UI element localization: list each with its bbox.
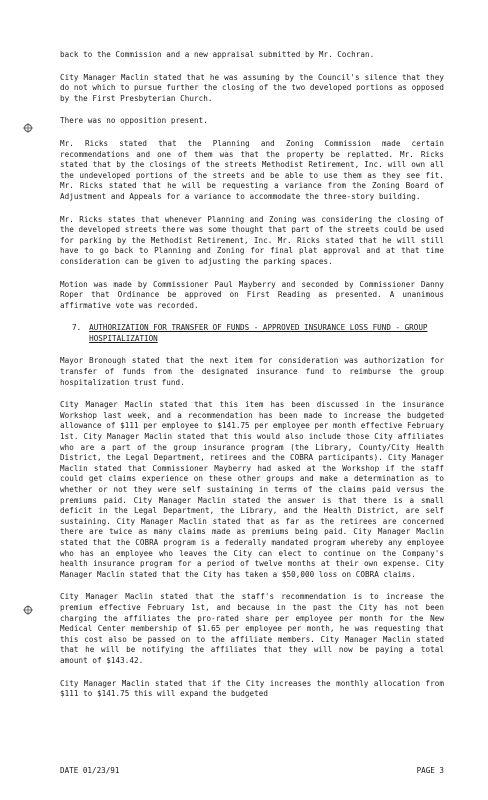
agenda-item-title: AUTHORIZATION FOR TRANSFER OF FUNDS - APPROVED INSURANCE LOSS FUND - GROUP HOSPITALIZATION: [89, 323, 428, 343]
paragraph-7: Mayor Bronough stated that the next item for consideration was authorization for transfer of funds from the designated insurance fund to reimburse the group hospitalization trust fund.: [60, 356, 444, 387]
paragraph-1: back to the Commission and a new appraisal submitted by Mr. Cochran.: [60, 50, 375, 59]
paragraph-3: There was no opposition present.: [60, 116, 208, 126]
agenda-item-number: 7.: [72, 323, 82, 333]
footer-page-number: PAGE 3: [416, 766, 444, 775]
paragraph-10: City Manager Maclin stated that if the City increases the monthly allocation from $111 to $141.75 this will expand the budgeted: [60, 678, 444, 699]
margin-mark-icon: [22, 604, 34, 616]
footer-date: DATE 01/23/91: [60, 766, 120, 775]
paragraph-8: City Manager Maclin stated that this item has been discussed in the insurance Workshop last week, and a recommendation has been made to increase the budgeted allowance of $111 per employee to $141.75 per employee per month effective February 1st. City Manager Maclin stated that this would also include those City affiliates who are a part of the group insurance program (the Library, County/City Health District, the Legal Department, retirees and the COBRA participants). City Manager Maclin stated that Commissioner Mayberry had asked at the Workshop if the staff could get claims experience on these other groups and make a determination as to whether or not they were self sustaining in terms of the claims paid versus the premiums paid. City Manager Maclin stated the answer is that there is a small deficit in the Legal Department, the Library, and the Health District, are self sustaining. City Manager Maclin stated that as far as the retirees are concerned there are twice as many claims made as premiums being paid. City Manager Maclin stated that the COBRA program is a federally mandated program whereby any employee who has an employee who leaves the City can elect to continue on the Company's health insurance program for a period of twelve months at their own expense. City Manager Maclin stated that the City has taken a $50,000 loss on COBRA claims.: [60, 400, 444, 579]
paragraph-4: Mr. Ricks stated that the Planning and Zoning Commission made certain recommendations and one of them was that the property be replatted. Mr. Ricks stated that by the closings of the streets Methodist Retirement, Inc. will own all the undeveloped portions of the streets and be able to use them as they see fit. Mr. Ricks stated that he will be requesting a variance from the Zoning Board of Adjustment and Appeals for a variance to accommodate the three-story building.: [60, 138, 444, 201]
agenda-item-heading: [60, 323, 444, 344]
paragraph-9: City Manager Maclin stated that the staff's recommendation is to increase the premium effective February 1st, and because in the past the City has not been charging the affiliates the pro-rated share per employee per month for the New Medical Center membership of $1.65 per employee per month, he was requesting that this cost also be passed on to the affiliate members. City Manager Maclin stated that he will be notifying the affiliates that they will now be paying a total amount of $143.42.: [60, 592, 444, 665]
paragraph-6: Motion was made by Commissioner Paul Mayberry and seconded by Commissioner Danny Roper that Ordinance be approved on First Reading as presented. A unanimous affirmative vote was recorded.: [60, 279, 444, 310]
page-footer: [60, 766, 444, 775]
paragraph-2: City Manager Maclin stated that he was assuming by the Council's silence that they do not which to pursue further the closing of the two developed portions as opposed by the First Presbyterian Church.: [60, 72, 444, 103]
paragraph-5: Mr. Ricks states that whenever Planning and Zoning was considering the closing of the developed streets there was some thought that part of the streets could be used for parking by the Methodist Retirement, Inc. Mr. Ricks stated that he will still have to go back to Planning and Zoning for final plat approval and at that time consideration can be given to adjusting the parking spaces.: [60, 214, 444, 266]
margin-mark-icon: [22, 122, 34, 134]
